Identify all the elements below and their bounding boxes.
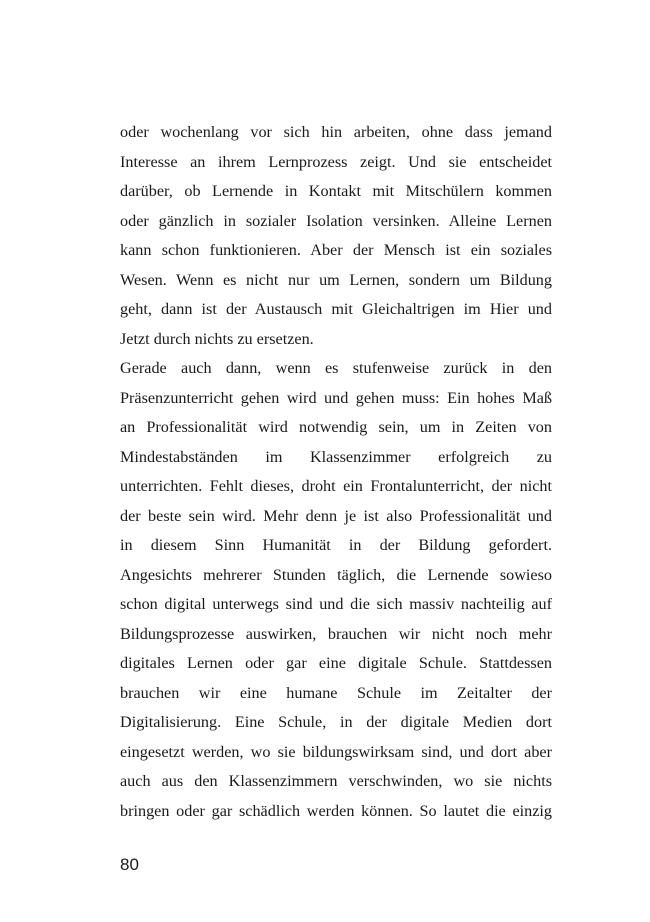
text-line: brauchen wir eine humane Schule im Zeitalter der [120,683,552,702]
text-line: bringen oder gar schädlich werden können. So lautet die einzig [120,801,552,820]
text-line: an Professionalität wird notwendig sein, um in Zeiten von [120,418,552,436]
text-line: digitales Lernen oder gar eine digitale Schule. Stattdessen [120,654,552,672]
body-text [120,118,552,826]
text-line: oder wochenlang vor sich hin arbeiten, ohne dass jemand [120,123,552,141]
text-line: Digitalisierung. Eine Schule, in der digitale Medien dort [120,713,552,731]
text-line: auch aus den Klassenzimmern verschwinden, wo sie nichts [120,772,552,790]
text-line: oder gänzlich in sozialer Isolation versinken. Alleine Lernen [120,211,552,230]
text-line: Bildungsprozesse auswirken, brauchen wir nicht noch mehr [120,624,552,643]
text-line: in diesem Sinn Humanität in der Bildung gefordert. [120,536,552,554]
paragraph-end-line: Jetzt durch nichts zu ersetzen. [120,329,314,348]
text-line: unterrichten. Fehlt dieses, droht ein Frontalunterricht, der nicht [120,477,552,495]
page-number: 80 [120,855,139,874]
text-line: Mindestabständen im Klassenzimmer erfolgreich zu [120,447,552,466]
text-line: darüber, ob Lernende in Kontakt mit Mitschülern kommen [120,182,552,200]
text-line: kann schon funktionieren. Aber der Mensch ist ein soziales [120,241,552,259]
text-line: Angesichts mehrerer Stunden täglich, die Lernende sowieso [120,565,552,584]
text-line: schon digital unterwegs sind und die sich massiv nachteilig auf [120,595,552,613]
text-line: Wesen. Wenn es nicht nur um Lernen, sondern um Bildung [120,270,552,289]
text-line: eingesetzt werden, wo sie bildungswirksam sind, und dort aber [120,742,552,761]
text-line: der beste sein wird. Mehr denn je ist also Professionalität und [120,506,552,525]
text-line: geht, dann ist der Austausch mit Gleichaltrigen im Hier und [120,300,552,318]
text-line: Interesse an ihrem Lernprozess zeigt. Und sie entscheidet [120,152,552,171]
text-line: Gerade auch dann, wenn es stufenweise zurück in den [120,359,552,377]
text-line: Präsenzunterricht gehen wird und gehen muss: Ein hohes Maß [120,388,552,407]
